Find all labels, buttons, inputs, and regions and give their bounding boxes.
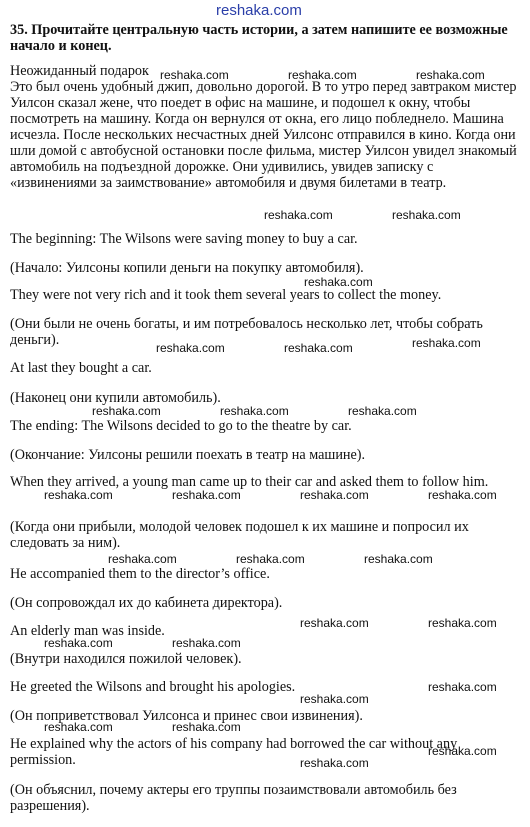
watermark: reshaka.com <box>44 720 113 734</box>
watermark: reshaka.com <box>392 208 461 222</box>
watermark: reshaka.com <box>412 336 481 350</box>
line-beginning: The beginning: The Wilsons were saving money to buy a car. <box>10 231 358 247</box>
line-ending-translation: (Окончание: Уилсоны решили поехать в театр на машине). <box>10 447 366 463</box>
watermark: reshaka.com <box>428 488 497 502</box>
line-8: He greeted the Wilsons and brought his apologies. <box>10 679 296 695</box>
line-7: An elderly man was inside. <box>10 623 165 639</box>
story-title: Неожиданный подарок <box>10 63 149 79</box>
line-beginning-translation: (Начало: Уилсоны копили деньги на покупку автомобиля). <box>10 260 364 276</box>
task-title: 35. Прочитайте центральную часть истории, а затем напишите ее возможные начало и конец. <box>10 22 508 54</box>
watermark: reshaka.com <box>428 744 497 758</box>
line-3: At last they bought a car. <box>10 360 152 376</box>
watermark: reshaka.com <box>264 208 333 222</box>
line-9: He explained why the actors of his company had borrowed the car without any permission. <box>10 736 458 768</box>
line-6: He accompanied them to the director’s office. <box>10 566 270 582</box>
line-ending: The ending: The Wilsons decided to go to the theatre by car. <box>10 418 352 434</box>
watermark: reshaka.com <box>300 692 369 706</box>
watermark: reshaka.com <box>364 552 433 566</box>
watermark: reshaka.com <box>44 636 113 650</box>
watermark: reshaka.com <box>300 756 369 770</box>
line-7-translation: (Внутри находился пожилой человек). <box>10 651 242 667</box>
line-3-translation: (Наконец они купили автомобиль). <box>10 390 221 406</box>
watermark: reshaka.com <box>220 404 289 418</box>
watermark: reshaka.com <box>304 275 373 289</box>
watermark: reshaka.com <box>156 341 225 355</box>
site-logo: reshaka.com <box>216 2 302 19</box>
line-5: When they arrived, a young man came up to their car and asked them to follow him. <box>10 474 489 490</box>
line-9-translation: (Он объяснил, почему актеры его труппы позаимствовали автомобиль без разрешения). <box>10 782 457 814</box>
watermark: reshaka.com <box>284 341 353 355</box>
watermark: reshaka.com <box>160 68 229 82</box>
line-5-translation: (Когда они прибыли, молодой человек подошел к их машине и попросил их следовать за ним). <box>10 519 469 551</box>
watermark: reshaka.com <box>92 404 161 418</box>
watermark: reshaka.com <box>348 404 417 418</box>
watermark: reshaka.com <box>172 488 241 502</box>
story-text: Это был очень удобный джип, довольно дорогой. В то утро перед завтраком мистер Уилсон сказал жене, что поедет в офис на машине, и подошел к окну, чтобы посмотреть на машину. Когда он вернулся от окна, его лицо побледнело. Машина исчезла. После нескольких несчастных дней Уилсонс отправился в кино. Когда они шли домой с автобусной остановки после фильма, мистер Уилсон увидел знакомый автомобиль на подъездной дорожке. Они удивились, увидев записку с «извинениями за заимствование» автомобиля и двумя билетами в театр. <box>10 79 517 191</box>
line-6-translation: (Он сопровождал их до кабинета директора). <box>10 595 283 611</box>
watermark: reshaka.com <box>300 616 369 630</box>
watermark: reshaka.com <box>288 68 357 82</box>
watermark: reshaka.com <box>428 680 497 694</box>
watermark: reshaka.com <box>44 488 113 502</box>
watermark: reshaka.com <box>108 552 177 566</box>
line-8-translation: (Он поприветствовал Уилсонса и принес свои извинения). <box>10 708 363 724</box>
watermark: reshaka.com <box>172 636 241 650</box>
watermark: reshaka.com <box>416 68 485 82</box>
watermark: reshaka.com <box>428 616 497 630</box>
line-2-translation: (Они были не очень богаты, и им потребовалось несколько лет, чтобы собрать деньги). <box>10 316 483 348</box>
watermark: reshaka.com <box>172 720 241 734</box>
watermark: reshaka.com <box>236 552 305 566</box>
watermark: reshaka.com <box>300 488 369 502</box>
line-2: They were not very rich and it took them several years to collect the money. <box>10 287 442 303</box>
